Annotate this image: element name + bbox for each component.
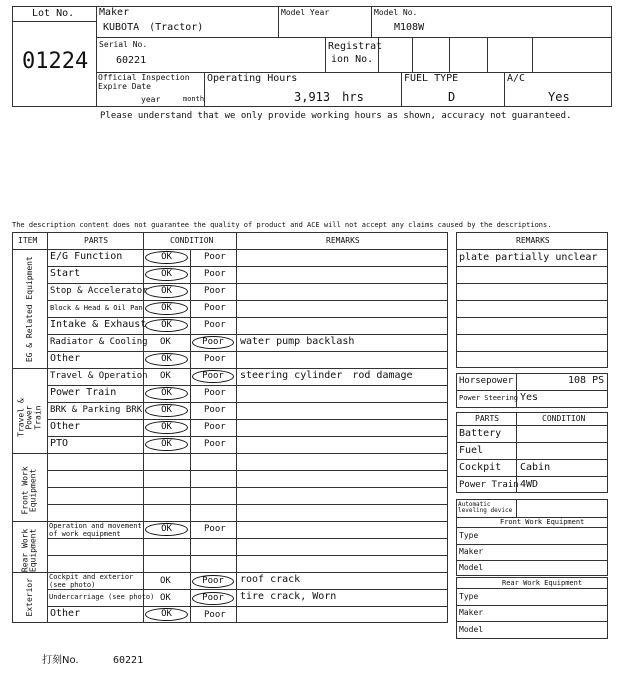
power-train-value: 4WD bbox=[520, 479, 539, 490]
part-pto: PTO bbox=[50, 438, 69, 449]
ok-plain: OK bbox=[160, 593, 171, 603]
col-item-header: ITEM bbox=[18, 236, 38, 245]
remark-radiator: water pump backlash bbox=[240, 336, 355, 347]
ok-plain: OK bbox=[160, 371, 171, 381]
stamp-no-label: 打刻No. bbox=[42, 655, 79, 666]
front-model-label: Model bbox=[459, 563, 484, 572]
right-remarks-header: REMARKS bbox=[516, 236, 550, 245]
registration-label-2: ion No. bbox=[331, 54, 374, 65]
ok-circled: OK bbox=[145, 319, 188, 332]
remark-cockpit: roof crack bbox=[240, 574, 301, 585]
ok-circled: OK bbox=[145, 353, 188, 366]
poor-plain: Poor bbox=[204, 422, 226, 432]
poor-plain: Poor bbox=[204, 405, 226, 415]
poor-plain: Poor bbox=[204, 303, 226, 313]
poor-plain: Poor bbox=[204, 610, 226, 620]
parts-label: PARTS bbox=[475, 414, 500, 423]
front-type-label: Type bbox=[459, 531, 479, 540]
part-work-operation: Operation and movement of work equipment bbox=[49, 522, 142, 538]
ok-circled: OK bbox=[145, 387, 188, 400]
poor-circled: Poor bbox=[192, 370, 234, 383]
ac-label: A/C bbox=[507, 73, 526, 84]
part-block-head: Block & Head & Oil Pan bbox=[50, 304, 143, 312]
group-travel-label bbox=[17, 376, 42, 460]
poor-plain: Poor bbox=[204, 354, 226, 364]
cockpit-label: Cockpit bbox=[459, 462, 502, 473]
poor-plain: Poor bbox=[204, 286, 226, 296]
ok-plain: OK bbox=[160, 337, 171, 347]
ok-circled: OK bbox=[145, 268, 188, 281]
part-stop-accelerator: Stop & Accelerator bbox=[50, 286, 148, 296]
col-condition-header: CONDITION bbox=[170, 236, 214, 245]
fuel-label: Fuel bbox=[459, 445, 484, 456]
poor-circled: Poor bbox=[192, 592, 234, 605]
part-eg-other: Other bbox=[50, 353, 81, 364]
part-intake-exhaust: Intake & Exhaust bbox=[50, 319, 147, 330]
ok-circled: OK bbox=[145, 285, 188, 298]
model-no-value: M108W bbox=[394, 22, 425, 33]
serial-value: 60221 bbox=[116, 55, 147, 66]
part-eg-function: E/G Function bbox=[50, 251, 123, 262]
ok-circled: OK bbox=[145, 438, 188, 451]
poor-plain: Poor bbox=[204, 320, 226, 330]
poor-plain: Poor bbox=[204, 388, 226, 398]
power-steering-value: Yes bbox=[520, 392, 539, 403]
horsepower-label: Horsepower bbox=[459, 376, 514, 386]
fuel-type-value: D bbox=[448, 90, 456, 104]
rear-maker-label: Maker bbox=[459, 608, 484, 617]
group-travel-text: Travel & Power Train bbox=[16, 398, 43, 437]
model-year-label: Model Year bbox=[281, 8, 330, 17]
power-steering-label: Power Steering bbox=[459, 394, 519, 402]
ok-circled: OK bbox=[145, 302, 188, 315]
month-label: month bbox=[183, 95, 205, 103]
ok-circled: OK bbox=[145, 404, 188, 417]
part-exterior-other: Other bbox=[50, 608, 81, 619]
ok-circled: OK bbox=[145, 608, 188, 621]
col-parts-header: PARTS bbox=[84, 236, 109, 245]
ok-circled: OK bbox=[145, 421, 188, 434]
inspection-label-2: Expire Date bbox=[98, 82, 151, 91]
year-label: year bbox=[141, 95, 161, 104]
auto-leveling-label: Automatic leveling device bbox=[458, 501, 513, 514]
maker-label: Maker bbox=[99, 7, 130, 18]
hours-value: 3,913 hrs bbox=[294, 90, 364, 104]
rear-type-label: Type bbox=[459, 592, 479, 601]
group-front-text: Front Work Equipment bbox=[20, 466, 38, 515]
part-travel-operation: Travel & Operation bbox=[50, 371, 148, 381]
ok-plain: OK bbox=[160, 576, 171, 586]
group-exterior-label: Exterior bbox=[24, 577, 34, 617]
col-remarks-header: REMARKS bbox=[326, 236, 360, 245]
rear-model-label: Model bbox=[459, 625, 484, 634]
model-no-label: Model No. bbox=[374, 8, 418, 17]
group-rear-text: Rear Work Equipment bbox=[20, 528, 38, 573]
registration-label-1: Registrat bbox=[328, 41, 383, 52]
part-radiator-cooling: Radiator & Cooling bbox=[50, 337, 148, 347]
front-maker-label: Maker bbox=[459, 547, 484, 556]
group-eg-label: EG & Related Equipment bbox=[24, 256, 34, 363]
ok-circled: OK bbox=[145, 251, 188, 264]
inspection-label-1: Official Inspection bbox=[98, 73, 190, 82]
part-travel-other: Other bbox=[50, 421, 81, 432]
poor-plain: Poor bbox=[204, 524, 226, 534]
ok-circled: OK bbox=[145, 523, 188, 536]
hours-label: Operating Hours bbox=[207, 73, 298, 84]
power-train-label: Power Train bbox=[459, 480, 519, 490]
lot-label: Lot No. bbox=[32, 8, 75, 19]
battery-label: Battery bbox=[459, 428, 502, 439]
cockpit-value: Cabin bbox=[520, 462, 551, 473]
hours-notice: Please understand that we only provide working hours as shown, accuracy not guaranteed. bbox=[100, 111, 572, 121]
part-cockpit-exterior: Cockpit and exterior (see photo) bbox=[49, 573, 134, 589]
condition-label: CONDITION bbox=[542, 414, 586, 423]
maker-value: KUBOTA (Tractor) bbox=[103, 22, 204, 33]
rear-work-title: Rear Work Equipment bbox=[502, 579, 583, 587]
part-power-train: Power Train bbox=[50, 387, 117, 398]
poor-plain: Poor bbox=[204, 252, 226, 262]
part-brk-parking: BRK & Parking BRK bbox=[50, 405, 143, 415]
part-undercarriage: Undercarriage (see photo) bbox=[49, 593, 155, 601]
remark-travel: steering cylinder rod damage bbox=[240, 370, 413, 381]
poor-plain: Poor bbox=[204, 269, 226, 279]
lot-number: 01224 bbox=[22, 49, 89, 74]
part-start: Start bbox=[50, 268, 81, 279]
poor-circled: Poor bbox=[192, 336, 234, 349]
fuel-type-label: FUEL TYPE bbox=[404, 73, 459, 84]
serial-label: Serial No. bbox=[99, 40, 148, 49]
stamp-no-value: 60221 bbox=[113, 655, 144, 666]
poor-circled: Poor bbox=[192, 575, 234, 588]
poor-plain: Poor bbox=[204, 439, 226, 449]
right-remark-1: plate partially unclear bbox=[459, 252, 598, 263]
ac-value: Yes bbox=[548, 90, 570, 104]
disclaimer: The description content does not guarantee the quality of product and ACE will not accept any claims caused by the descriptions. bbox=[12, 221, 552, 229]
horsepower-value: 108 PS bbox=[568, 375, 605, 386]
front-work-title: Front Work Equipment bbox=[500, 518, 585, 526]
remark-undercarriage: tire crack, Worn bbox=[240, 591, 337, 602]
